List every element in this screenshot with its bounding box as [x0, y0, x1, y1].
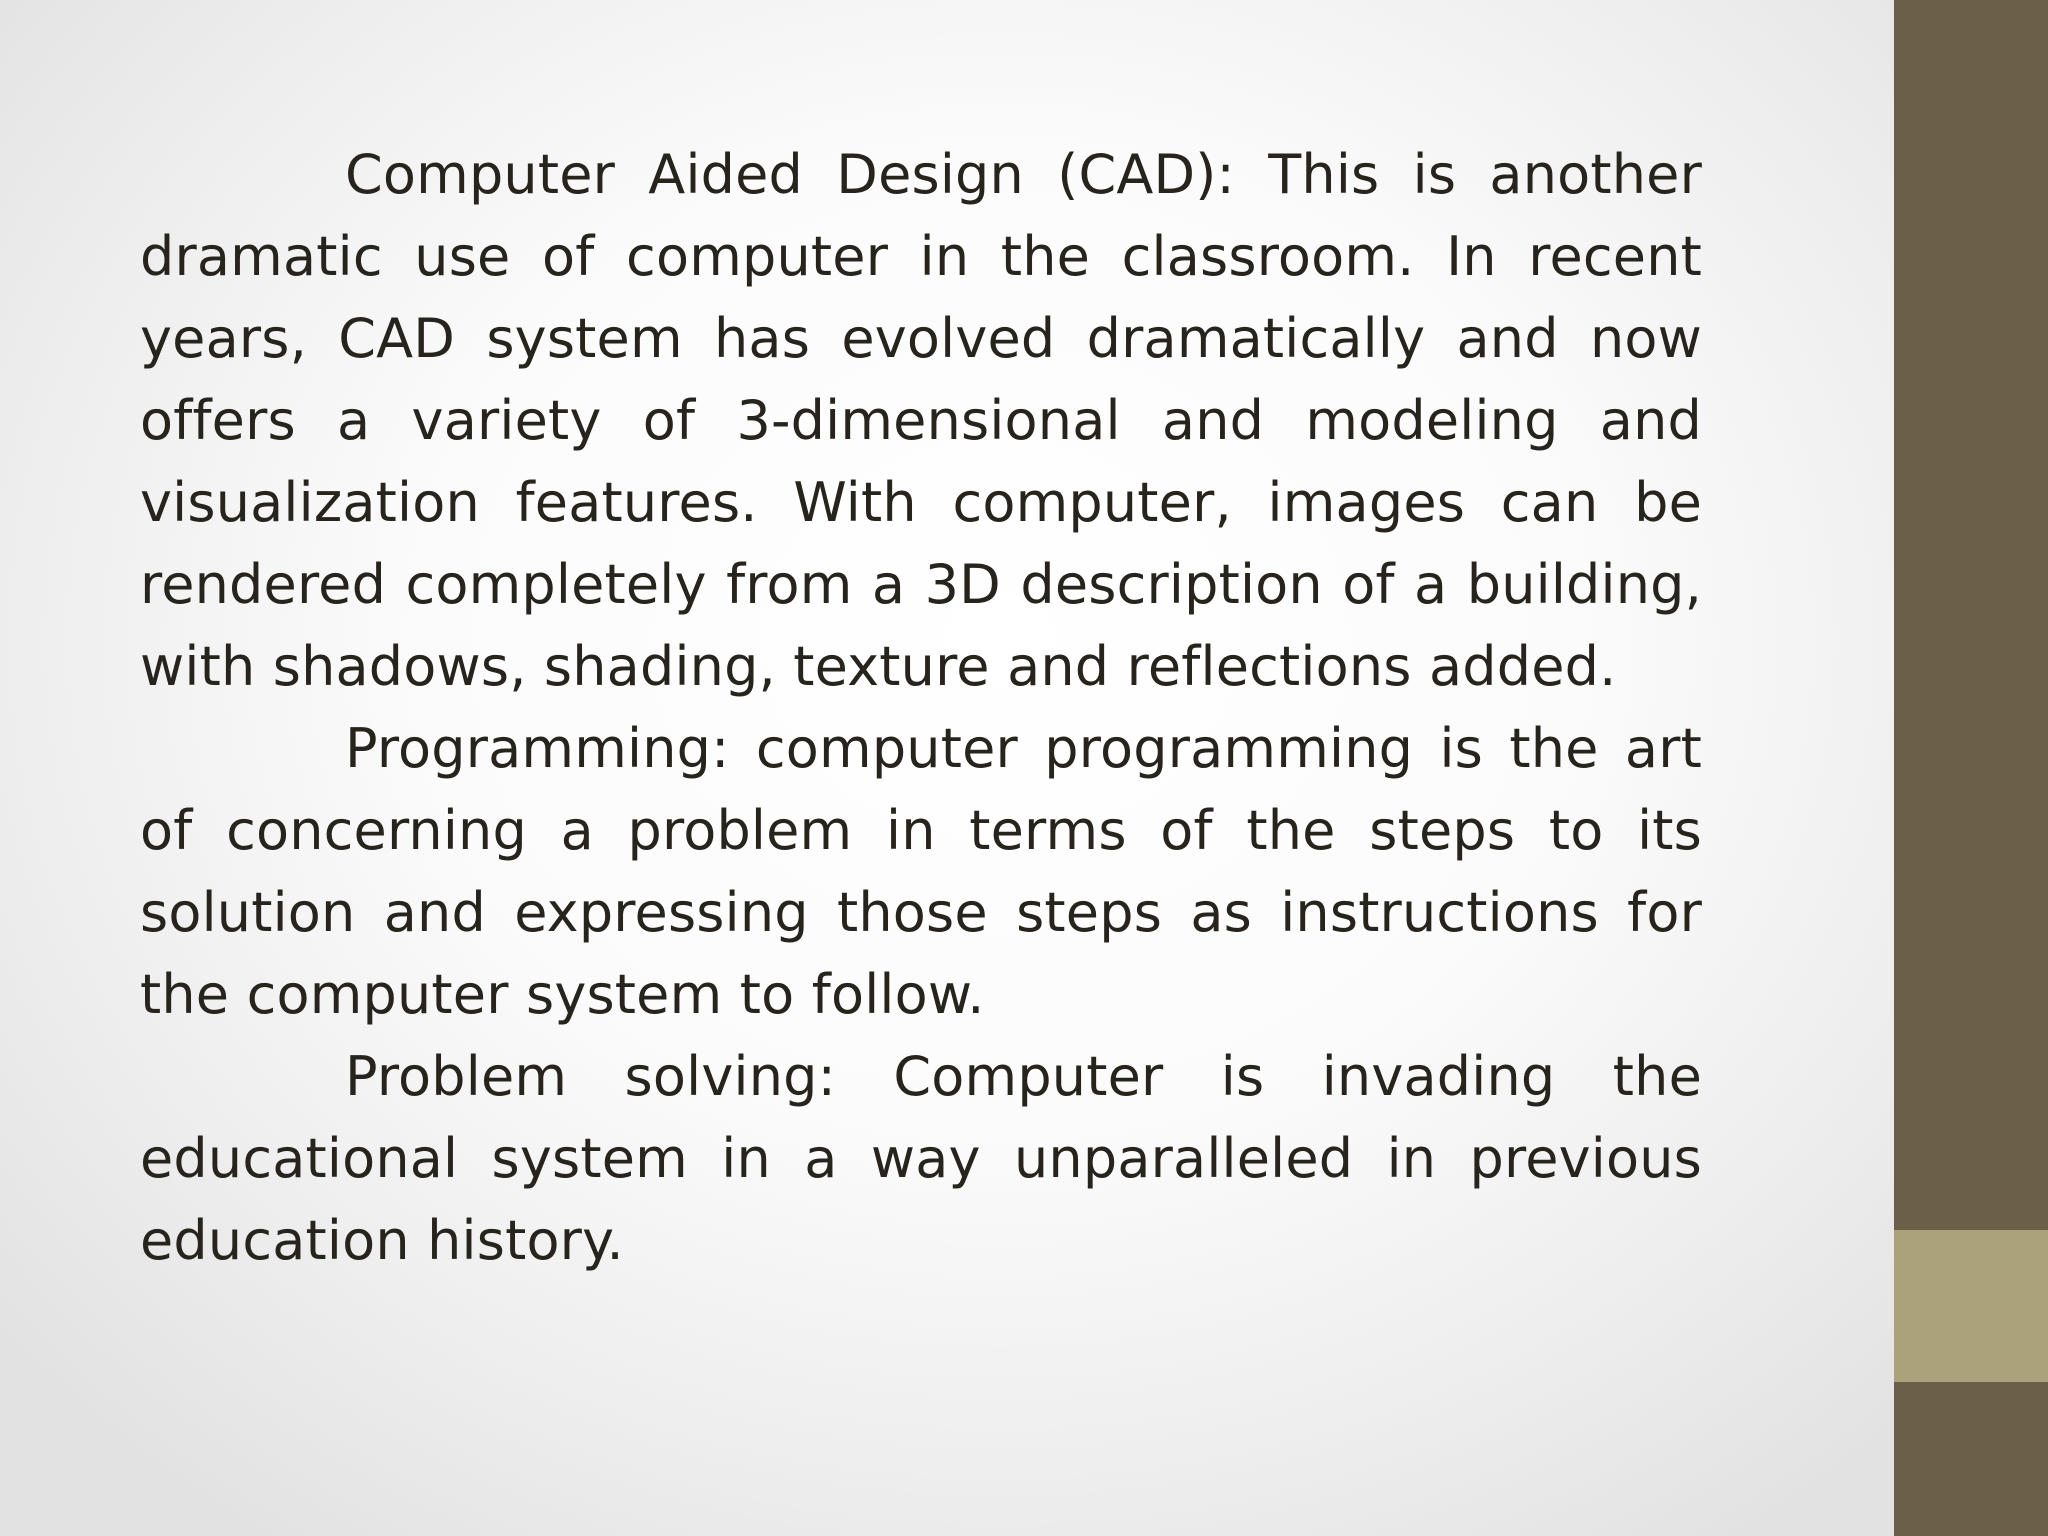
decorative-side-accent [1894, 1230, 2048, 1382]
paragraph-problem-solving: Problem solving: Computer is invading the educational system in a way unparalleled in previous education history. [140, 1045, 1702, 1272]
paragraph-cad: Computer Aided Design (CAD): This is another dramatic use of computer in the classroom. In recent years, CAD system has evolved dramatically and now offers a variety of 3-dimensional and modeling and visualization features. With computer, images can be rendered completely from a 3D description of a building, with shadows, shading, texture and reflections added. [140, 143, 1702, 698]
paragraph-programming: Programming: computer programming is the art of concerning a problem in terms of the steps to its solution and expressing those steps as instructions for the computer system to follow. [140, 717, 1702, 1026]
slide-body-text [140, 134, 1702, 1282]
